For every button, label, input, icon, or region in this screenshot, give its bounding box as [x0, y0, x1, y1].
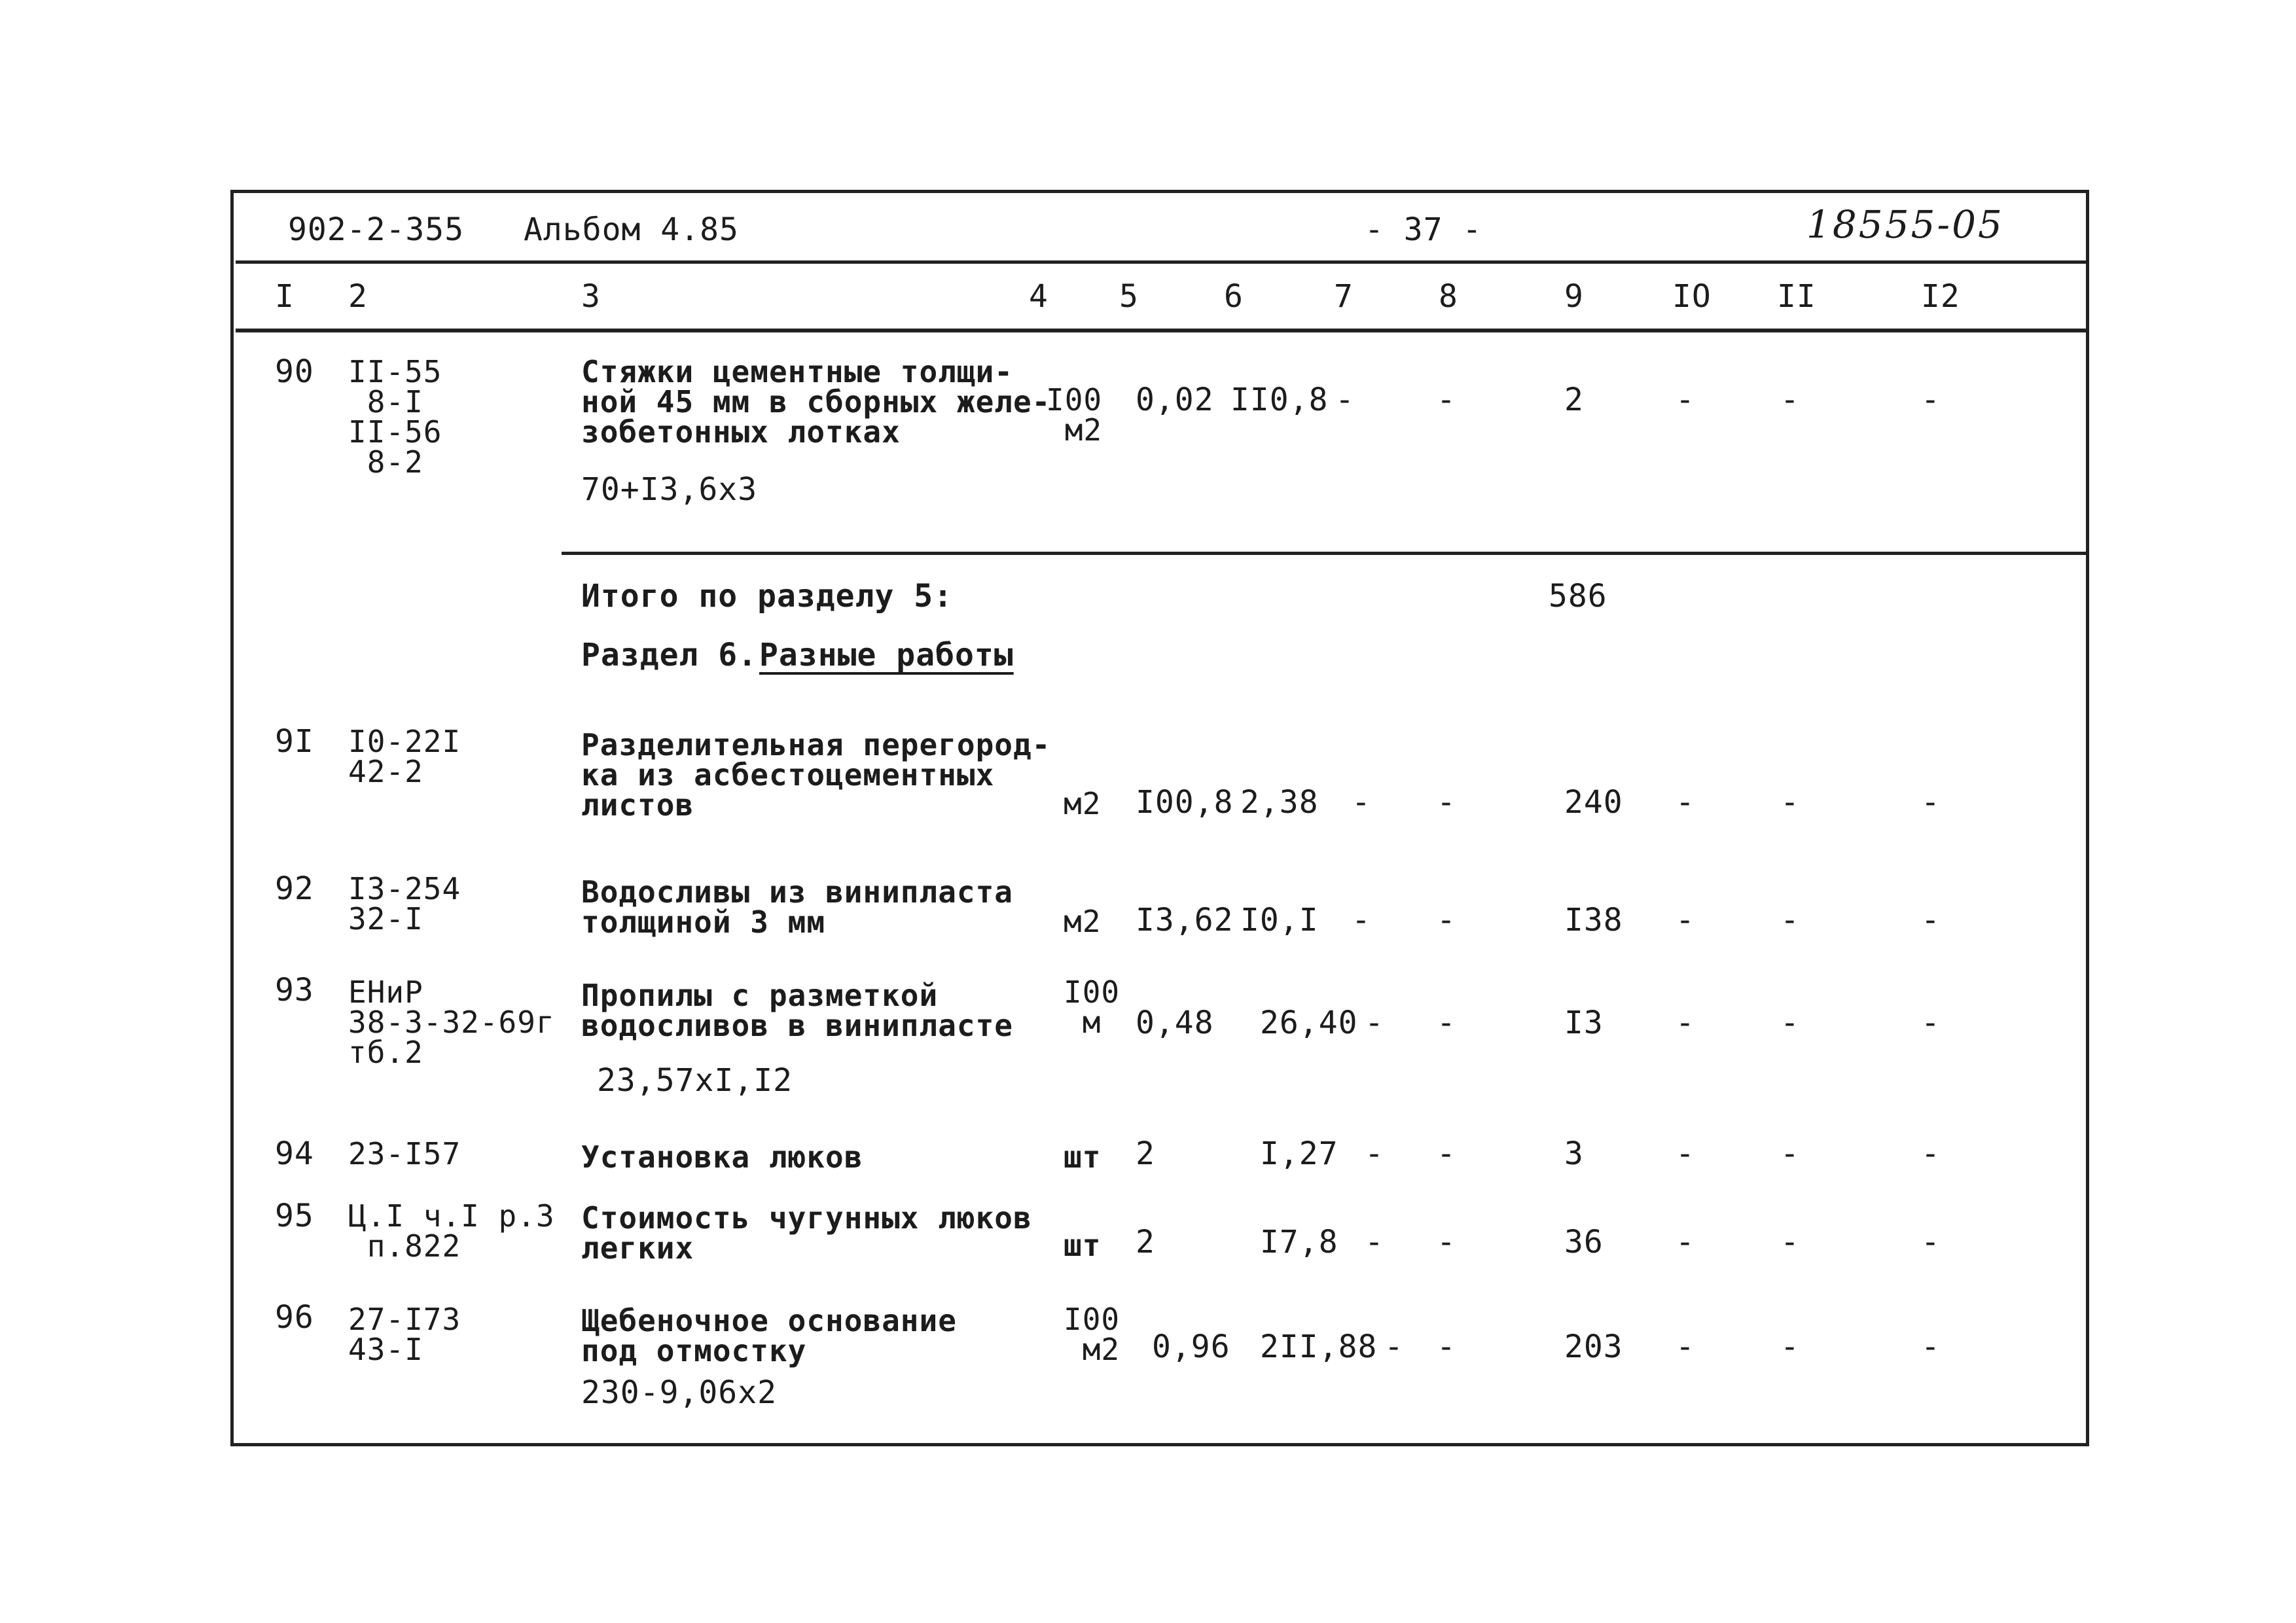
row-description: Установка люков: [581, 1139, 863, 1175]
row-code: II-55 8-I II-56 8-2: [348, 354, 442, 480]
row-unit-price: 26,40: [1260, 1005, 1358, 1041]
row-quantity: 2: [1136, 1135, 1155, 1172]
row-col11: -: [1780, 784, 1800, 821]
row-col9: 203: [1564, 1329, 1623, 1365]
section-prefix: Раздел 6.: [581, 637, 758, 673]
row-description: Стяжки цементные толщи- ной 45 мм в сборных желе- зобетонных лотках: [581, 354, 1051, 450]
row-number: 96: [275, 1299, 314, 1336]
row-code: ЕНиР 38-3-32-69г тб.2: [348, 974, 555, 1070]
row-col10: -: [1676, 1005, 1695, 1041]
row-col7: -: [1352, 784, 1371, 821]
row-col12: -: [1921, 1329, 1941, 1365]
section-divider: [562, 552, 2088, 555]
row-unit: шт: [1064, 1139, 1102, 1175]
row-col7: -: [1352, 902, 1371, 938]
row-col11: -: [1780, 1005, 1800, 1041]
row-number: 95: [275, 1198, 314, 1234]
row-col11: -: [1780, 382, 1800, 418]
archive-stamp: 18555-05: [1806, 202, 2004, 247]
row-col11: -: [1780, 1135, 1800, 1172]
row-calculation: 23,57xI,I2: [597, 1062, 793, 1099]
row-col7: -: [1365, 1224, 1384, 1260]
row-col11: -: [1780, 1224, 1800, 1260]
row-col8: -: [1437, 1135, 1456, 1172]
row-col8: -: [1437, 1224, 1456, 1260]
row-description: Щебеночное основание под отмостку: [581, 1303, 957, 1368]
row-code: 27-I73 43-I: [348, 1302, 461, 1367]
row-col8: -: [1437, 1329, 1456, 1365]
row-calculation: 70+I3,6x3: [581, 471, 758, 508]
row-unit-price: 2II,88: [1260, 1329, 1378, 1365]
row-col11: -: [1780, 1329, 1800, 1365]
row-col10: -: [1676, 784, 1695, 821]
row-col9: 3: [1564, 1135, 1584, 1172]
row-col7: -: [1335, 382, 1355, 418]
row-col9: 36: [1564, 1224, 1604, 1260]
row-code: I0-22I 42-2: [348, 724, 461, 789]
row-number: 9I: [275, 723, 314, 760]
row-col12: -: [1921, 1135, 1941, 1172]
row-code: 23-I57: [348, 1136, 461, 1171]
row-col10: -: [1676, 1224, 1695, 1260]
row-col12: -: [1921, 784, 1941, 821]
row-description: Разделительная перегород- ка из асбестоцементных листов: [581, 727, 1051, 823]
row-quantity: 0,96: [1152, 1329, 1230, 1365]
row-unit-price: II0,8: [1230, 382, 1329, 418]
row-number: 94: [275, 1135, 314, 1172]
page-number: - 37 -: [1365, 211, 1482, 248]
row-number: 93: [275, 972, 314, 1008]
row-col12: -: [1921, 902, 1941, 938]
row-col9: I38: [1564, 902, 1623, 938]
section-title: Разные работы: [759, 637, 1014, 673]
row-col12: -: [1921, 1224, 1941, 1260]
row-col8: -: [1437, 382, 1456, 418]
row-col9: 240: [1564, 784, 1623, 821]
row-col11: -: [1780, 902, 1800, 938]
col-header: 2: [348, 278, 368, 315]
col-header: 9: [1564, 278, 1584, 315]
column-header-divider: [236, 329, 2088, 332]
row-code: I3-254 32-I: [348, 871, 461, 936]
row-code: Ц.I ч.I р.3 п.822: [348, 1198, 555, 1264]
col-header: 5: [1119, 278, 1139, 315]
col-header: I2: [1921, 278, 1960, 315]
row-quantity: 0,48: [1136, 1005, 1214, 1041]
row-col8: -: [1437, 1005, 1456, 1041]
row-unit-price: 2,38: [1240, 784, 1319, 821]
section-total-value: 586: [1549, 578, 1607, 615]
album-label: Альбом 4.85: [524, 211, 739, 248]
row-col9: 2: [1564, 382, 1584, 418]
row-col8: -: [1437, 902, 1456, 938]
col-header: IO: [1672, 278, 1712, 315]
row-col9: I3: [1564, 1005, 1604, 1041]
col-header: I: [275, 278, 295, 315]
row-number: 90: [275, 353, 314, 390]
col-header: 8: [1439, 278, 1458, 315]
row-calculation: 230-9,06x2: [581, 1374, 777, 1411]
row-quantity: 0,02: [1136, 382, 1214, 418]
section-total-label: Итого по разделу 5:: [581, 578, 954, 615]
col-header: II: [1777, 278, 1816, 315]
row-col10: -: [1676, 1135, 1695, 1172]
row-unit: I00 м2: [1046, 382, 1103, 448]
row-col12: -: [1921, 1005, 1941, 1041]
row-col10: -: [1676, 902, 1695, 938]
row-description: Стоимость чугунных люков легких: [581, 1200, 1032, 1266]
row-quantity: 2: [1136, 1224, 1155, 1260]
row-unit-price: I0,I: [1240, 902, 1319, 938]
row-unit: I00 м: [1064, 974, 1121, 1040]
row-col7: -: [1365, 1135, 1384, 1172]
col-header: 4: [1029, 278, 1049, 315]
row-col12: -: [1921, 382, 1941, 418]
row-unit: I00 м2: [1064, 1302, 1121, 1367]
row-quantity: I00,8: [1136, 784, 1234, 821]
row-col10: -: [1676, 382, 1695, 418]
row-description: Водосливы из винипласта толщиной 3 мм: [581, 874, 1013, 940]
row-col8: -: [1437, 784, 1456, 821]
row-quantity: I3,62: [1136, 902, 1234, 938]
row-unit: м2: [1064, 786, 1102, 821]
row-col10: -: [1676, 1329, 1695, 1365]
row-number: 92: [275, 870, 314, 907]
doc-number: 902-2-355: [288, 211, 465, 248]
row-col7: -: [1365, 1005, 1384, 1041]
row-unit-price: I,27: [1260, 1135, 1338, 1172]
row-col7: -: [1384, 1329, 1404, 1365]
row-unit-price: I7,8: [1260, 1224, 1338, 1260]
row-unit: м2: [1064, 904, 1102, 939]
row-description: Пропилы с разметкой водосливов в винипласте: [581, 978, 1013, 1043]
row-unit: шт: [1064, 1228, 1102, 1263]
col-header: 7: [1334, 278, 1354, 315]
col-header: 3: [581, 278, 601, 315]
header-divider: [236, 260, 2088, 264]
col-header: 6: [1224, 278, 1244, 315]
